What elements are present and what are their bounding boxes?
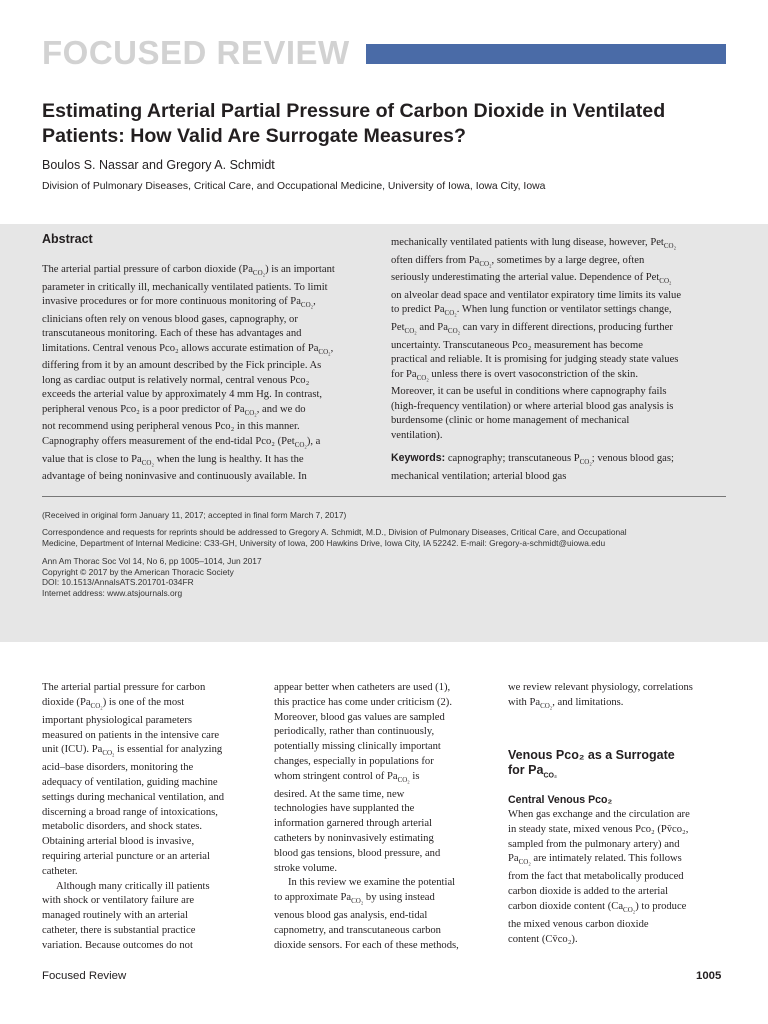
text-line: exceeds the arterial value by approximately 4 mm Hg. In contrast, <box>42 389 323 401</box>
text-line: burdensome (clinic or home management of mechanical <box>391 415 630 427</box>
text-line: catheters by noninvasively estimating <box>274 833 434 845</box>
text-line: important physiological parameters <box>42 714 193 726</box>
text-line: catheter. <box>42 865 78 877</box>
divider <box>42 496 726 497</box>
keywords <box>391 451 729 470</box>
text-line: managed routinely with an arterial <box>42 910 188 922</box>
text-line: changes, especially in populations for <box>274 755 434 767</box>
text-line: Medicine, Department of Internal Medicine: C33-GH, University of Iowa, 200 Hawkins Drive, Iowa City, IA 52242. E-mail: Gregory-a-schmidt@uiowa.edu <box>42 537 606 548</box>
text-line: discerning a broad range of intoxications, <box>42 806 218 818</box>
text-line: carbon dioxide content $(Ca_{CO_2})$ to produce <box>508 900 687 914</box>
text-line: differing from it by an amount described by the Fick principle. As <box>42 360 322 372</box>
text-line: the mixed venous carbon dioxide <box>508 918 649 930</box>
abstract-heading: Abstract <box>42 232 93 246</box>
text-line: parameter in critically ill, mechanically ventilated patients. To limit <box>42 281 328 293</box>
abstract-right-lines <box>391 236 729 443</box>
text-line: Copyright © 2017 by the American Thoracic Society <box>42 566 234 577</box>
abstract-right-column <box>391 236 729 484</box>
text-line: carbon dioxide is added to the arterial <box>508 886 669 898</box>
text-line: acid–base disorders, monitoring the <box>42 762 194 774</box>
text-line: blood gas tensions, blood pressure, and <box>274 847 441 859</box>
text-line: requiring arterial puncture or an arterial <box>42 850 210 862</box>
text-line: long as cardiac output is relatively normal, central venous Pco₂ <box>42 374 310 386</box>
text-line: often differs from $Pa_{CO_2}$, sometimes by a large degree, often <box>391 254 645 268</box>
citation-info <box>42 556 742 598</box>
abstract-left-column <box>42 263 364 485</box>
text-line: Moreover, it can be useful in conditions where capnography fails <box>391 386 667 398</box>
text-line: mechanically ventilated patients with lung disease, however, Pet$_{CO_2}$ <box>391 237 677 251</box>
text-line: content (Cv̄co₂). <box>508 933 578 945</box>
article-title <box>42 99 742 149</box>
text-line: (high-frequency ventilation) or where arterial blood gas analysis is <box>391 400 674 412</box>
text-line: Pet$_{CO_2}$ and $Pa_{CO_2}$ can vary in different directions, producing further <box>391 321 673 336</box>
text-line: sampled from the pulmonary artery) and <box>508 838 680 850</box>
text-line: When gas exchange and the circulation are <box>508 809 690 820</box>
section-heading-line: for $Pa_{CO_2}$ <box>508 762 558 780</box>
text-line: The arterial partial pressure of carbon dioxide $(Pa_{CO_2})$ is an important <box>42 264 335 278</box>
text-line: unit (ICU). $Pa_{CO_2}$ is essential for analyzing <box>42 744 223 758</box>
body-column-3 <box>508 681 728 947</box>
journal-section-banner: FOCUSED REVIEW <box>42 34 350 71</box>
affiliation: Division of Pulmonary Diseases, Critical Care, and Occupational Medicine, University of Iowa, Iowa City, Iowa <box>42 181 546 192</box>
text-line: with shock or ventilatory failure are <box>42 895 195 907</box>
banner-accent-bar <box>366 44 726 64</box>
section-heading <box>508 748 728 784</box>
text-line: Internet address: www.atsjournals.org <box>42 587 183 598</box>
text-line: technologies have supplanted the <box>274 803 415 815</box>
text-line: advantage of being noninvasive and continuously available. In <box>42 471 307 483</box>
correspondence <box>42 527 742 548</box>
text-line: from the fact that metabolically produced <box>508 871 684 883</box>
page-number: 1005 <box>696 970 722 982</box>
text-line: catheter, there is substantial practice <box>42 924 196 936</box>
text-line: The arterial partial pressure for carbon <box>42 682 206 693</box>
section-heading-line: Venous Pco₂ as a Surrogate <box>508 747 675 762</box>
text-line: variation. Because outcomes do not <box>42 939 193 951</box>
title-line: Patients: How Valid Are Surrogate Measures? <box>42 125 466 147</box>
body-column-2 <box>274 681 494 954</box>
text-line: limitations. Central venous Pco₂ allows accurate estimation of $Pa_{CO_2}$, <box>42 342 334 356</box>
body-column-1 <box>42 681 257 954</box>
text-line: desired. At the same time, new <box>274 788 405 800</box>
text-line: dioxide sensors. For each of these methods, <box>274 939 459 951</box>
text-line: measured on patients in the intensive care <box>42 729 220 741</box>
text-line: information garnered through arterial <box>274 818 432 830</box>
text-line: Moreover, blood gas values are sampled <box>274 711 445 723</box>
text-line: In this review we examine the potential <box>288 877 456 889</box>
text-line: uncertainty. Transcutaneous Pco₂ measurement has become <box>391 339 643 351</box>
text-line: potentially missing clinically important <box>274 741 441 753</box>
text-line: venous blood gas analysis, end-tidal <box>274 910 428 922</box>
text-line: adequacy of ventilation, guiding machine <box>42 777 218 788</box>
text-line: Ann Am Thorac Soc Vol 14, No 6, pp 1005–1014, Jun 2017 <box>42 556 262 566</box>
text-line: whom stringent control of $Pa_{CO_2}$ is <box>274 770 420 784</box>
text-line: we review relevant physiology, correlations <box>508 682 693 693</box>
text-line: with $Pa_{CO_2}$, and limitations. <box>508 696 624 710</box>
text-line: transcutaneous monitoring. Each of these has advantages and <box>42 328 302 340</box>
text-line: to predict $Pa_{CO_2}$. When lung function or ventilator settings change, <box>391 304 672 318</box>
text-line: in steady state, mixed venous Pco₂ (Pv̄co₂, <box>508 823 689 835</box>
text-line: stroke volume. <box>274 862 337 874</box>
text-line: for $Pa_{CO_2}$ unless there is overt vasoconstriction of the skin. <box>391 368 638 382</box>
text-line: dioxide $(Pa_{CO_2})$ is one of the most <box>42 696 185 710</box>
text-line: invasive procedures or for more continuous monitoring of $Pa_{CO_2}$, <box>42 296 316 310</box>
text-line: this practice has come under criticism (2). <box>274 696 452 708</box>
title-line: Estimating Arterial Partial Pressure of Carbon Dioxide in Ventilated <box>42 100 666 122</box>
text-line: clinicians often rely on venous blood gases, capnography, or <box>42 313 298 325</box>
author-list: Boulos S. Nassar and Gregory A. Schmidt <box>42 158 275 172</box>
text-line: Capnography offers measurement of the end-tidal Pco₂ (Pet$_{CO_2}$), a <box>42 435 321 450</box>
running-footer: Focused Review <box>42 970 127 982</box>
text-line: peripheral venous Pco₂ is a poor predictor of $Pa_{CO_2}$, and we do <box>42 403 306 417</box>
keywords-line: mechanical ventilation; arterial blood gas <box>391 470 567 482</box>
text-line: periodically, rather than continuously, <box>274 726 435 738</box>
text-line: Correspondence and requests for reprints should be addressed to Gregory A. Schmidt, M.D., Division of Pulmonary Diseases, Critical Care, and Occupational <box>42 527 627 537</box>
text-line: DOI: 10.1513/AnnalsATS.201701-034FR <box>42 577 194 588</box>
text-line: ventilation). <box>391 429 443 441</box>
keywords-line: capnography; transcutaneous $P_{CO_2}$; venous blood gas; <box>447 453 674 467</box>
received-dates: (Received in original form January 11, 2017; accepted in final form March 7, 2017) <box>42 510 347 520</box>
text-line: Although many critically ill patients <box>56 880 210 892</box>
text-line: not recommend using peripheral venous Pco₂ in this manner. <box>42 421 300 433</box>
text-line: on alveolar dead space and ventilator expiratory time limits its value <box>391 289 682 301</box>
text-line: $Pa_{CO_2}$ are intimately related. This follows <box>508 853 682 867</box>
text-line: capnometry, and transcutaneous carbon <box>274 924 441 936</box>
col3-intro <box>508 681 728 714</box>
text-line: settings during mechanical ventilation, and <box>42 791 225 803</box>
text-line: Obtaining arterial blood is invasive, <box>42 836 195 848</box>
text-line: practical and reliable. It is promising for judging steady state values <box>391 354 679 366</box>
text-line: value that is close to $Pa_{CO_2}$ when the lung is healthy. It has the <box>42 453 304 467</box>
text-line: to approximate $Pa_{CO_2}$ by using instead <box>274 892 435 906</box>
text-line: appear better when catheters are used (1), <box>274 682 451 693</box>
keywords-label: Keywords: <box>391 452 446 465</box>
text-line: seriously underestimating the arterial value. Dependence of Pet$_{CO_2}$ <box>391 272 672 286</box>
subsection-heading: Central Venous Pco₂ <box>508 794 613 807</box>
text-line: metabolic disorders, and shock states. <box>42 821 203 833</box>
col3-body <box>508 808 728 947</box>
